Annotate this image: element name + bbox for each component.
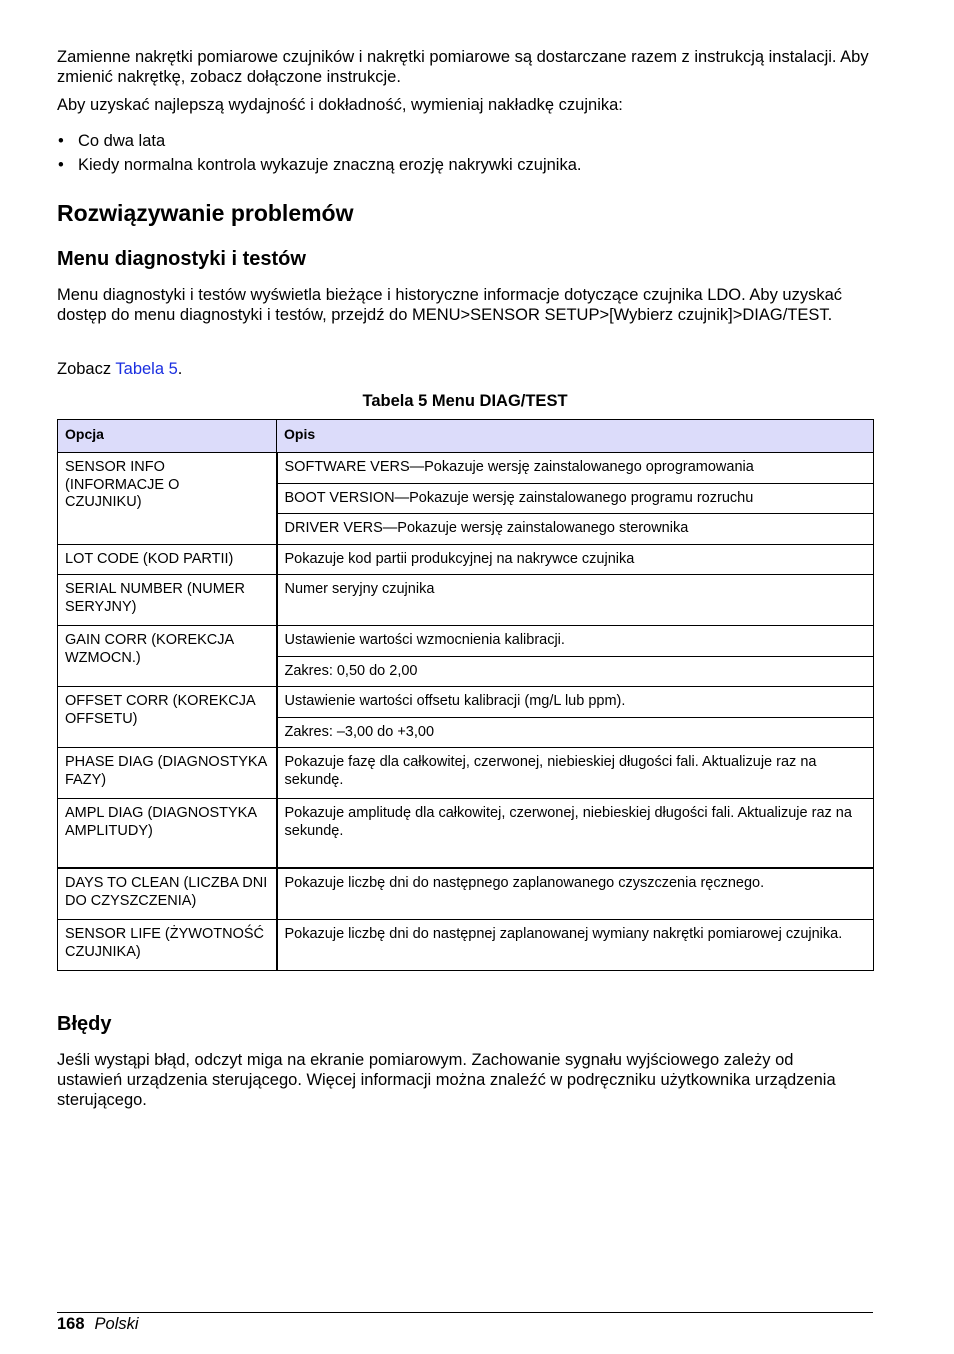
description-cell: Pokazuje fazę dla całkowitej, czerwonej, niebieskiej długości fali. Aktualizuje raz na sekundę. <box>277 748 874 799</box>
list-item: • Co dwa lata <box>57 131 581 155</box>
header-description: Opis <box>277 420 874 453</box>
table-link[interactable]: Tabela 5 <box>115 360 178 378</box>
description-cell: Ustawienie wartości wzmocnienia kalibracji. <box>277 626 874 657</box>
table-row <box>58 799 874 869</box>
description-cell: Pokazuje amplitudę dla całkowitej, czerwonej, niebieskiej długości fali. Aktualizuje raz na sekundę. <box>277 799 874 869</box>
intro-paragraph: Zamienne nakrętki pomiarowe czujników i nakrętki pomiarowe są dostarczane razem z instrukcją instalacji. Aby zmienić nakrętkę, zobacz dołączone instrukcje. <box>57 48 869 86</box>
see-prefix: Zobacz <box>57 360 116 378</box>
description-cell: SOFTWARE VERS—Pokazuje wersję zainstalowanego oprogramowania <box>277 453 874 484</box>
list-item: • Kiedy normalna kontrola wykazuje znaczną erozję nakrywki czujnika. <box>57 155 581 179</box>
subsection-paragraph: Menu diagnostyki i testów wyświetla bieżące i historyczne informacje dotyczące czujnika LDO. Aby uzyskać dostęp do menu diagnostyki i testów, przejdź do MENU>SENSOR SETUP>[Wybierz czujnik]>DIAG/TEST. <box>57 286 843 324</box>
description-cell: DRIVER VERS—Pokazuje wersję zainstalowanego sterownika <box>277 514 874 545</box>
description-cell: Ustawienie wartości offsetu kalibracji (mg/L lub ppm). <box>277 687 874 718</box>
description-cell: Zakres: 0,50 do 2,00 <box>277 656 874 687</box>
description-cell: Pokazuje liczbę dni do następnego zaplanowanego czyszczenia ręcznego. <box>277 868 874 920</box>
description-cell: Zakres: –3,00 do +3,00 <box>277 717 874 748</box>
option-cell: SENSOR LIFE (ŻYWOTNOŚĆ CZUJNIKA) <box>58 920 277 971</box>
table-caption: Tabela 5 Menu DIAG/TEST <box>362 392 568 410</box>
errors-title: Błędy <box>57 1013 112 1035</box>
see-suffix: . <box>177 360 183 378</box>
option-cell: OFFSET CORR (KOREKCJA OFFSETU) <box>58 687 277 748</box>
option-cell: SENSOR INFO (INFORMACJE O CZUJNIKU) <box>58 453 277 545</box>
see-reference <box>57 359 182 379</box>
diag-test-table <box>57 419 874 971</box>
table-header-row <box>58 420 874 453</box>
table-row <box>58 453 874 484</box>
table-row <box>58 868 874 920</box>
option-cell: AMPL DIAG (DIAGNOSTYKA AMPLITUDY) <box>58 799 277 869</box>
option-cell: LOT CODE (KOD PARTII) <box>58 544 277 575</box>
table-row <box>58 544 874 575</box>
table-row <box>58 575 874 626</box>
footer-divider <box>57 1312 873 1313</box>
option-cell: DAYS TO CLEAN (LICZBA DNI DO CZYSZCZENIA) <box>58 868 277 920</box>
header-option: Opcja <box>58 420 277 453</box>
intro-paragraph-2: Aby uzyskać najlepszą wydajność i dokładność, wymieniaj nakładkę czujnika: <box>57 96 623 114</box>
page-number: 168 <box>57 1315 85 1333</box>
table-row <box>58 626 874 657</box>
table-row <box>58 687 874 718</box>
table-row <box>58 920 874 971</box>
section-title: Rozwiązywanie problemów <box>57 200 354 226</box>
table-row <box>58 748 874 799</box>
description-cell: Pokazuje liczbę dni do następnej zaplanowanej wymiany nakrętki pomiarowej czujnika. <box>277 920 874 971</box>
errors-paragraph: Jeśli wystąpi błąd, odczyt miga na ekranie pomiarowym. Zachowanie sygnału wyjściowego zależy od ustawień urządzenia sterującego. Więcej informacji można znaleźć w podręczniku użytkownika urządzenia sterującego. <box>57 1051 836 1109</box>
bullet-list <box>57 131 581 179</box>
footer-language: Polski <box>94 1315 139 1333</box>
page-footer <box>57 1314 139 1334</box>
description-cell: Pokazuje kod partii produkcyjnej na nakrywce czujnika <box>277 544 874 575</box>
description-cell: Numer seryjny czujnika <box>277 575 874 626</box>
option-cell: SERIAL NUMBER (NUMER SERYJNY) <box>58 575 277 626</box>
option-cell: PHASE DIAG (DIAGNOSTYKA FAZY) <box>58 748 277 799</box>
description-cell: BOOT VERSION—Pokazuje wersję zainstalowanego programu rozruchu <box>277 483 874 514</box>
option-cell: GAIN CORR (KOREKCJA WZMOCN.) <box>58 626 277 687</box>
subsection-title: Menu diagnostyki i testów <box>57 248 306 270</box>
